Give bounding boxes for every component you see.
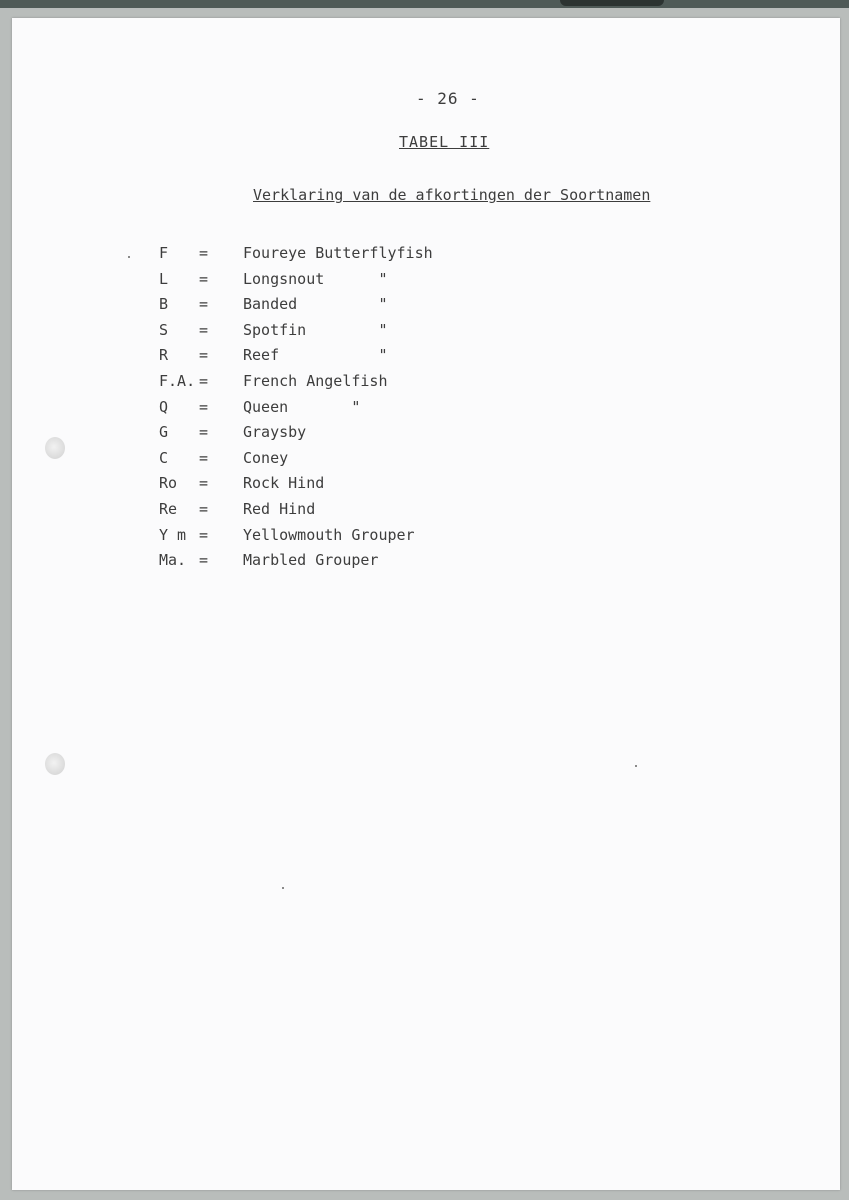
legend-equals: = bbox=[199, 244, 209, 262]
legend-equals: = bbox=[199, 448, 209, 467]
legend-equals: = bbox=[199, 295, 209, 314]
legend-equals: = bbox=[199, 371, 209, 390]
legend-equals: = bbox=[199, 423, 209, 442]
legend-species-name: Coney bbox=[243, 448, 289, 467]
legend-equals: = bbox=[199, 525, 209, 544]
table-subtitle: Verklaring van de afkortingen der Soortnamen bbox=[253, 186, 651, 204]
legend-equals: = bbox=[199, 397, 209, 416]
legend-species-name: Graysby bbox=[243, 423, 307, 442]
legend-species-name: Rock Hind bbox=[243, 474, 325, 493]
legend-abbreviation: Ro bbox=[159, 474, 178, 493]
legend-species-name: Reef " bbox=[243, 346, 388, 365]
legend-species-name: French Angelfish bbox=[243, 371, 388, 390]
legend-equals: = bbox=[199, 269, 209, 288]
legend-species-name: Marbled Grouper bbox=[243, 551, 379, 570]
document-page bbox=[12, 18, 840, 1190]
legend-abbreviation: Re bbox=[159, 499, 178, 518]
binder-clip bbox=[560, 0, 664, 6]
legend-abbreviation: F bbox=[159, 244, 169, 262]
table-title: TABEL III bbox=[399, 133, 490, 151]
paper-speck bbox=[282, 887, 284, 889]
legend-species-name: Banded " bbox=[243, 295, 388, 314]
legend-abbreviation: C bbox=[159, 448, 169, 467]
legend-abbreviation: L bbox=[159, 269, 169, 288]
paper-speck bbox=[635, 765, 637, 767]
punch-hole bbox=[45, 753, 65, 775]
legend-species-name: Queen " bbox=[243, 397, 361, 416]
legend-species-name: Foureye Butterflyfish bbox=[243, 244, 433, 262]
legend-species-name: Longsnout " bbox=[243, 269, 388, 288]
legend-species-name: Red Hind bbox=[243, 499, 316, 518]
legend-equals: = bbox=[199, 346, 209, 365]
legend-abbreviation: Q bbox=[159, 397, 169, 416]
paper-speck bbox=[128, 256, 130, 258]
legend-abbreviation: B bbox=[159, 295, 169, 314]
legend-abbreviation: F.A. bbox=[159, 371, 196, 390]
legend-abbreviation: Ma. bbox=[159, 551, 187, 570]
legend-abbreviation: Y m bbox=[159, 525, 187, 544]
legend-equals: = bbox=[199, 551, 209, 570]
legend-species-name: Spotfin " bbox=[243, 320, 388, 339]
legend-abbreviation: R bbox=[159, 346, 169, 365]
legend-equals: = bbox=[199, 474, 209, 493]
legend-equals: = bbox=[199, 320, 209, 339]
legend-abbreviation: S bbox=[159, 320, 169, 339]
punch-hole bbox=[45, 437, 65, 459]
scanner-background-strip bbox=[0, 0, 849, 8]
legend-equals: = bbox=[199, 499, 209, 518]
page-number: - 26 - bbox=[416, 89, 480, 108]
legend-species-name: Yellowmouth Grouper bbox=[243, 525, 415, 544]
legend-abbreviation: G bbox=[159, 423, 169, 442]
